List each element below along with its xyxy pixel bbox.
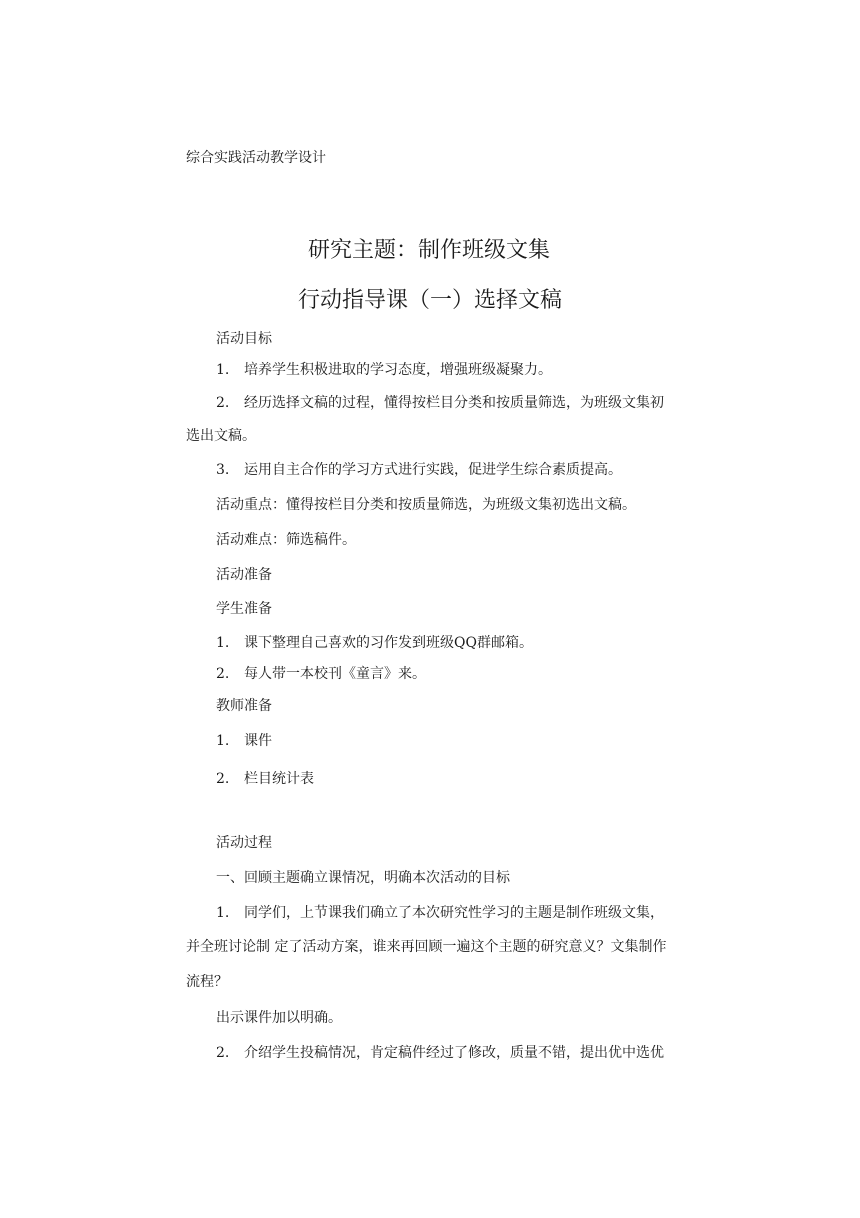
list-number: 2. <box>216 771 230 787</box>
main-title: 研究主题：制作班级文集 <box>308 238 551 263</box>
teacher-prep-item-1 <box>216 733 272 749</box>
step-1-line-2: 并全班讨论制 定了活动方案，谁来再回顾一遍这个主题的研究意义？文集制作 <box>186 939 667 955</box>
list-number: 1. <box>216 733 230 749</box>
sub-title: 行动指导课（一）选择文稿 <box>298 288 563 313</box>
list-text: 运用自主合作的学习方式进行实践，促进学生综合素质提高。 <box>244 462 622 478</box>
goal-item-2 <box>216 395 664 411</box>
step-1 <box>216 905 664 921</box>
difficulty: 活动难点：筛选稿件。 <box>216 532 356 548</box>
process-heading: 活动过程 <box>216 835 272 851</box>
teacher-prep-item-2 <box>216 771 314 787</box>
show-courseware: 出示课件加以明确。 <box>216 1010 342 1026</box>
list-text: 每人带一本校刊《童言》来。 <box>244 666 426 682</box>
list-number: 2. <box>216 1045 230 1061</box>
list-number: 1. <box>216 362 230 378</box>
step-1-line-3: 流程？ <box>186 974 228 990</box>
student-prep-item-2 <box>216 666 426 682</box>
goal-item-3 <box>216 462 622 478</box>
list-number: 1. <box>216 635 230 651</box>
student-prep-heading: 学生准备 <box>216 601 272 617</box>
list-number: 3. <box>216 462 230 478</box>
goal-item-2-continued: 选出文稿。 <box>186 428 256 444</box>
list-number: 2. <box>216 395 230 411</box>
list-text: 课件 <box>244 733 272 749</box>
list-text: 培养学生积极进取的学习态度，增强班级凝聚力。 <box>244 362 552 378</box>
goals-heading: 活动目标 <box>216 331 272 347</box>
list-text: 经历选择文稿的过程，懂得按栏目分类和按质量筛选，为班级文集初 <box>244 395 664 411</box>
list-text: 栏目统计表 <box>244 771 314 787</box>
step-2 <box>216 1045 664 1061</box>
key-point: 活动重点：懂得按栏目分类和按质量筛选，为班级文集初选出文稿。 <box>216 497 636 513</box>
section-heading-1: 一、回顾主题确立课情况，明确本次活动的目标 <box>216 870 510 886</box>
doc-label: 综合实践活动教学设计 <box>186 150 326 166</box>
list-text: 课下整理自己喜欢的习作发到班级QQ群邮箱。 <box>244 635 533 651</box>
list-text: 同学们，上节课我们确立了本次研究性学习的主题是制作班级文集， <box>244 905 664 921</box>
teacher-prep-heading: 教师准备 <box>216 698 272 714</box>
list-number: 2. <box>216 666 230 682</box>
goal-item-1 <box>216 362 552 378</box>
list-text: 介绍学生投稿情况，肯定稿件经过了修改，质量不错，提出优中选优 <box>244 1045 664 1061</box>
student-prep-item-1 <box>216 635 533 651</box>
list-number: 1. <box>216 905 230 921</box>
prep-heading: 活动准备 <box>216 567 272 583</box>
